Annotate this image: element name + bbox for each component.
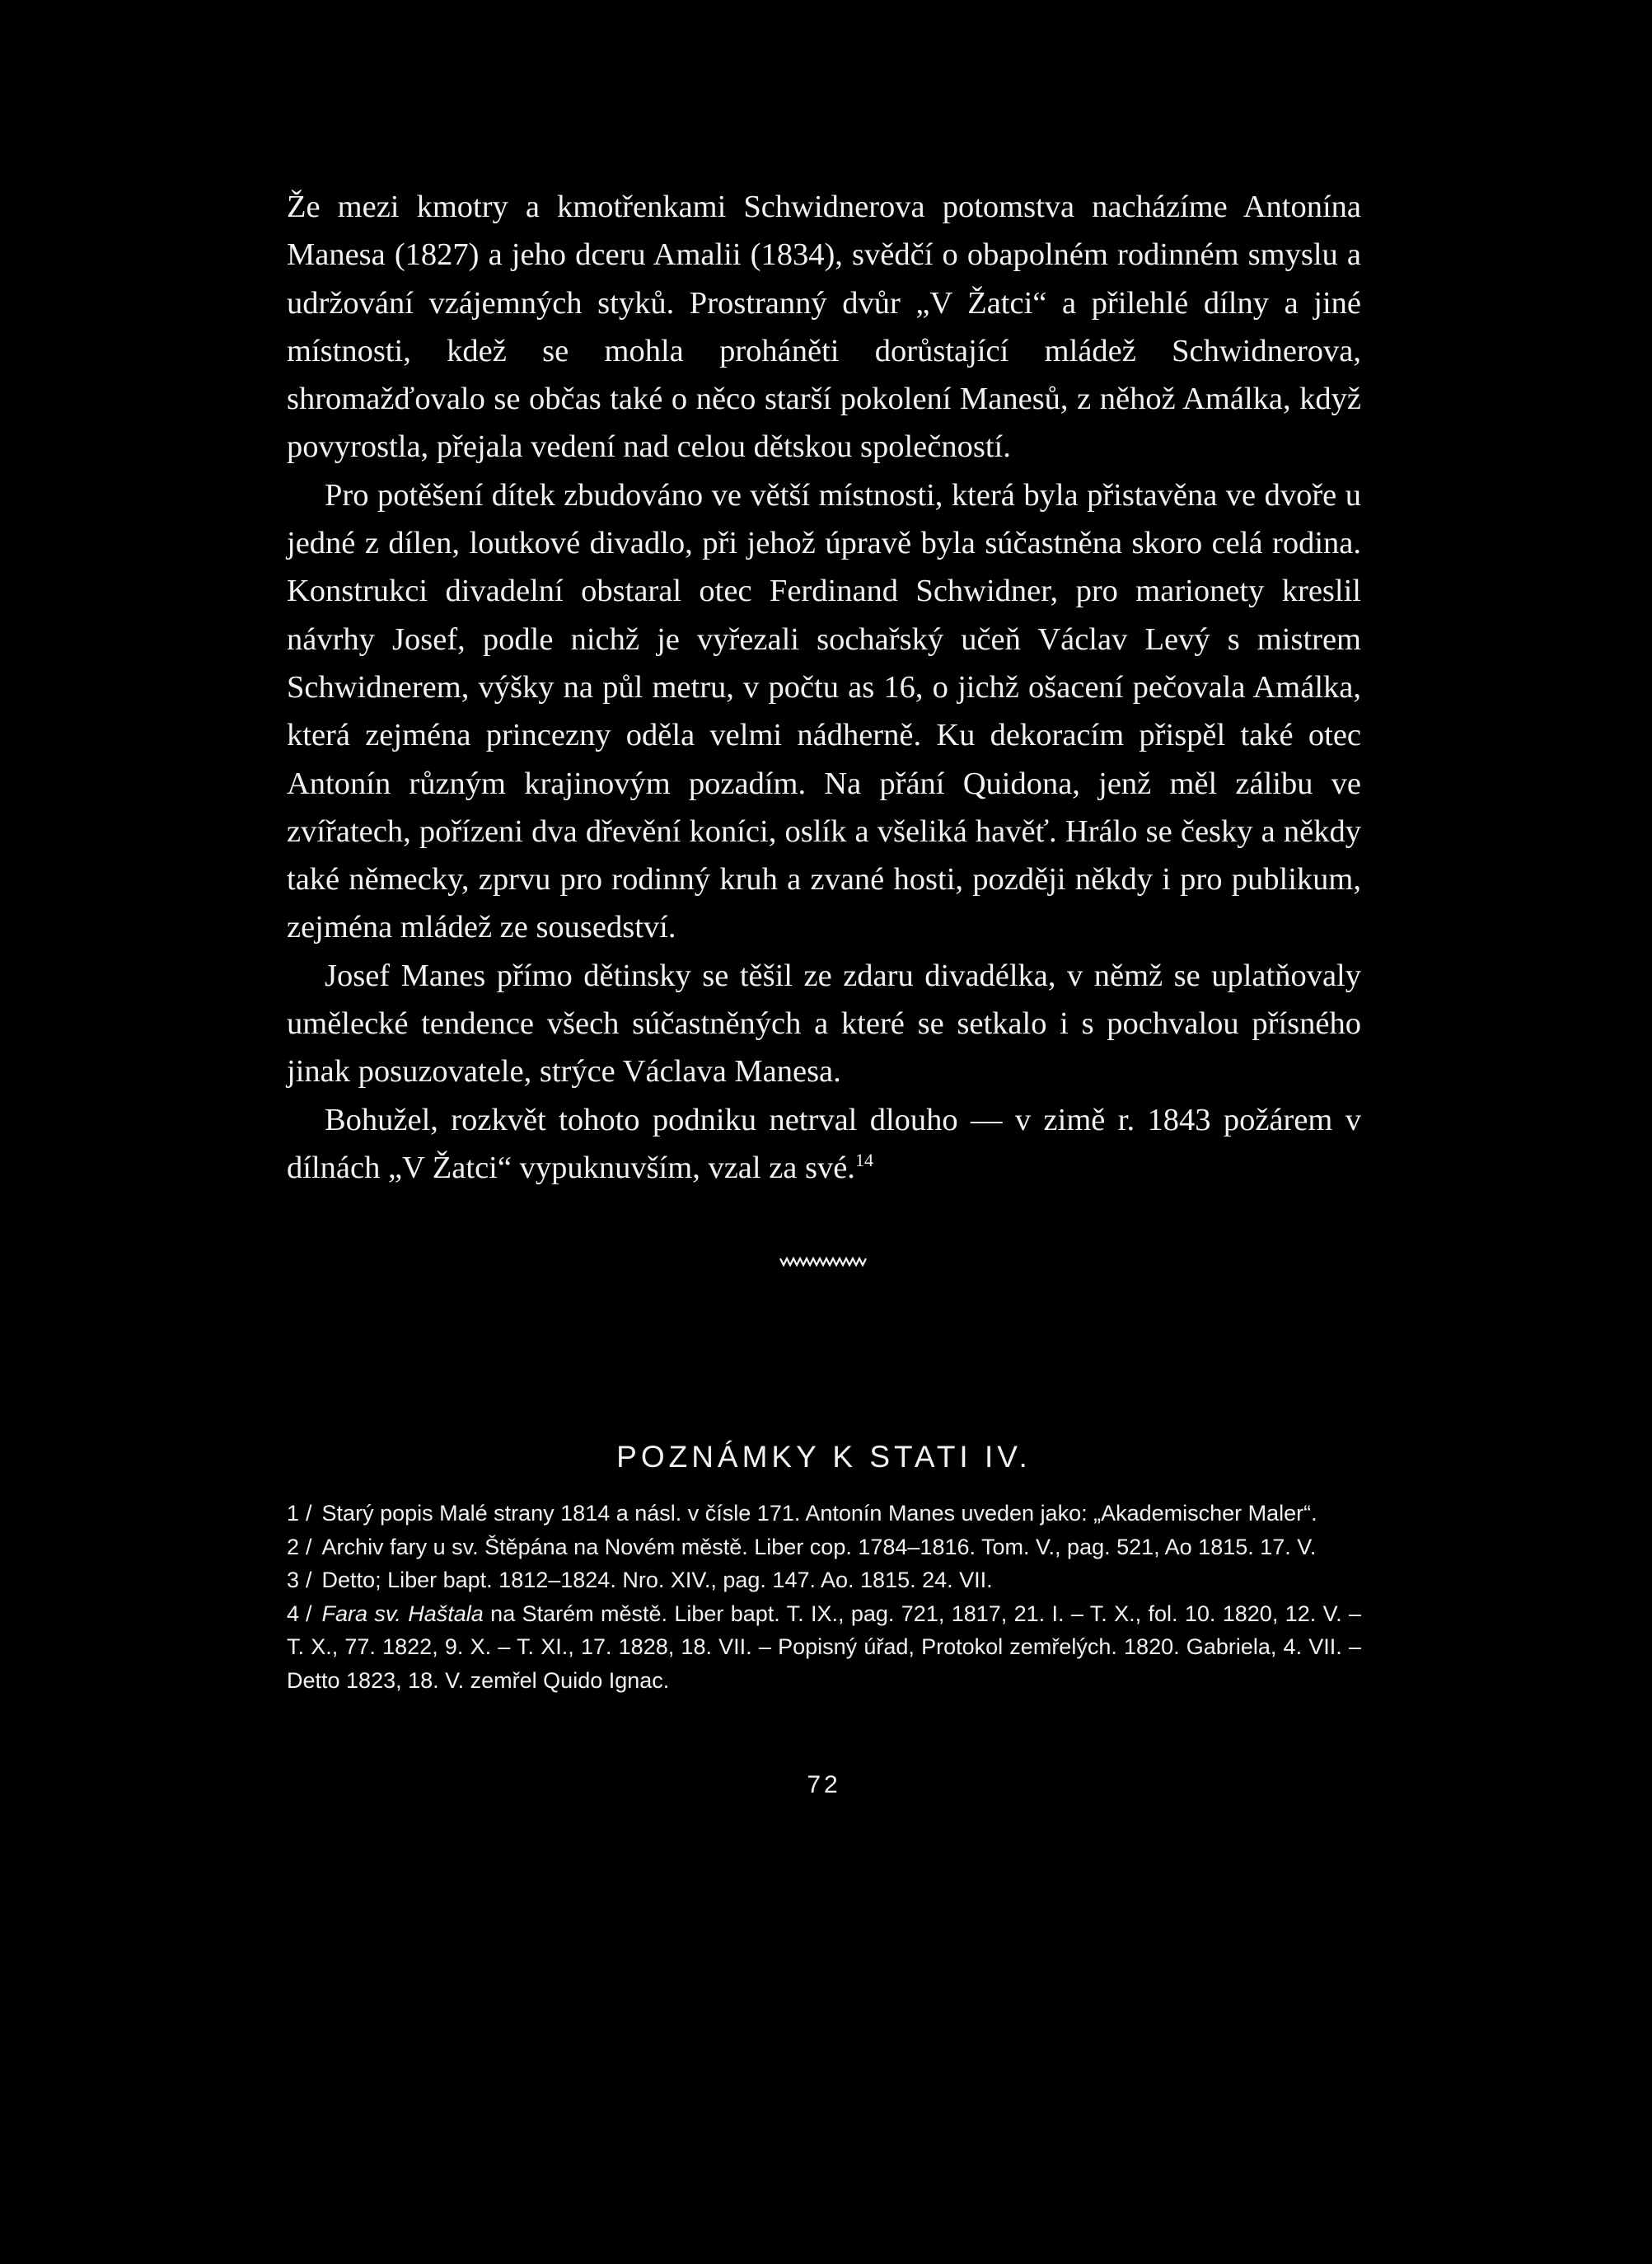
section-ornament [779,1256,869,1268]
paragraph-2: Pro potěšení dítek zbudováno ve větší místnosti, která byla přistavěna ve dvoře u jedné z dílen, loutkové divadlo, při jehož úpravě byla súčastněna skoro celá rodina. Konstrukci divadelní obstaral otec Ferdinand Schwidner, pro marionety kreslil návrhy Josef, podle nichž je vyřezali sochařský učeň Václav Levý s mistrem Schwidnerem, výšky na půl metru, v počtu as 16, o jichž ošacení pečovala Amálka, která zejména princezny oděla velmi nádherně. Ku dekoracím přispěl také otec Antonín různým krajinovým pozadím. Na přání Quidona, jenž měl zálibu ve zvířatech, pořízeni dva dřevění koníci, oslík a všeliká havěť. Hrálo se česky a někdy také německy, zprvu pro rodinný kruh a zvané hosti, později někdy i pro publikum, zejména mládež ze sousedství. [287,477,1361,945]
notes-list [287,1497,1361,1697]
footnote-reference: 14 [854,1150,873,1171]
book-page [287,183,1361,1799]
note-text: Starý popis Malé strany 1814 a násl. v čísle 171. Antonín Manes uveden jako: „Akademischer Maler“. [321,1501,1317,1526]
paragraph-4-text: Bohužel, rozkvět tohoto podniku netrval dlouho — v zimě r. 1843 požárem v dílnách „V Žatci“ vypuknuvším, vzal za své. [287,1102,1361,1185]
note-number: 4 [287,1601,300,1626]
note-text: Archiv fary u sv. Štěpána na Novém městě. Liber cop. 1784–1816. Tom. V., pag. 521, Ao 1815. 17. V. [321,1534,1317,1559]
note-italic-text: Fara sv. Haštala [321,1601,484,1626]
note-item [287,1530,1361,1564]
note-text: na Starém městě. Liber bapt. T. IX., pag. 721, 1817, 21. I. – T. X., fol. 10. 1820, 12. V. – T. X., 77. 1822, 9. X. – T. XI., 17. 1828, 18. VII. – Popisný úřad, Protokol zemřelých. 1820. Gabriela, 4. VII. – Detto 1823, 18. V. zemřel Quido Ignac. [287,1601,1361,1693]
page-number: 72 [807,1771,841,1799]
wavy-divider-icon [779,1256,869,1268]
paragraph-1: Že mezi kmotry a kmotřenkami Schwidnerova potomstva nacházíme Antonína Manesa (1827) a jeho dceru Amalii (1834), svědčí o obapolném rodinném smyslu a udržování vzájemných styků. Prostranný dvůr „V Žatci“ a přilehlé dílny a jiné místnosti, kdež se mohla proháněti dorůstající mládež Schwidnerova, shromažďovalo se občas také o něco starší pokolení Manesů, z něhož Amálka, když povyrostla, přejala vedení nad celou dětskou společností. [287,190,1361,465]
note-text: Detto; Liber bapt. 1812–1824. Nro. XIV., pag. 147. Ao. 1815. 24. VII. [321,1568,993,1593]
note-item [287,1563,1361,1597]
note-item [287,1497,1361,1530]
note-slash: / [306,1501,312,1526]
paragraph-3: Josef Manes přímo dětinsky se těšil ze zdaru divadélka, v němž se uplatňovaly umělecké tendence všech súčastněných a které se setkalo i s pochvalou přísného jinak posuzovatele, strýce Václava Manesa. [287,958,1361,1090]
note-number: 3 [287,1568,300,1593]
note-number: 1 [287,1501,300,1526]
note-number: 2 [287,1534,300,1559]
note-item [287,1597,1361,1698]
note-slash: / [306,1601,312,1626]
main-text [287,183,1361,1192]
notes-heading: POZNÁMKY K STATI IV. [616,1440,1032,1474]
paragraph-4 [287,1096,1361,1193]
note-slash: / [306,1568,312,1593]
note-slash: / [306,1534,312,1559]
